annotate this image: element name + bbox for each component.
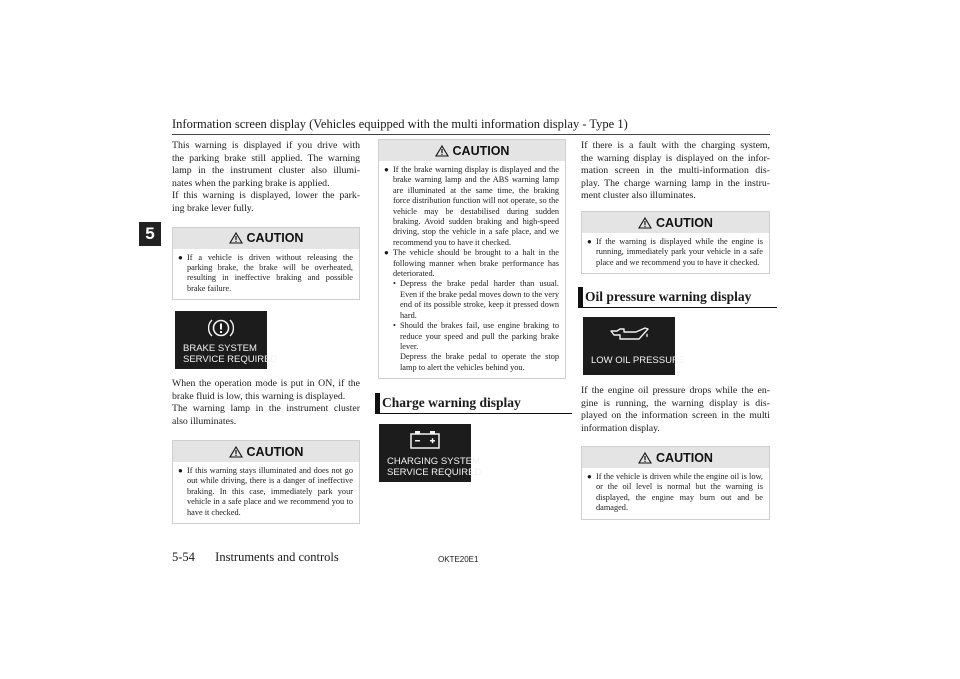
charge-warning-text (581, 140, 770, 203)
caution-heading: CAUTION (452, 143, 510, 158)
round-bullet-icon: ● (587, 237, 592, 246)
body-line: information display. (581, 422, 660, 434)
caution-sub-bullet: • Depress the brake pedal harder than usual. Even if the brake pedal moves down to the very end of its possible stroke, keep it pressed down hard. (393, 279, 559, 320)
body-line: If the engine oil pressure drops while the en- (581, 385, 770, 396)
intro-line: nates when the parking brake is applied. (172, 177, 330, 189)
caution-bullet: ● If the warning is displayed while the engine is running, immediately park your vehicle in a safe place and we recommend you to have it checked. (587, 237, 763, 267)
charging-system-display-image (379, 424, 482, 482)
section-title-charge-warning: Charge warning display (375, 393, 572, 414)
display-line: LOW OIL PRESSURE (591, 355, 686, 366)
warning-triangle-icon (638, 452, 652, 464)
caution-box-oil-pressure (581, 446, 770, 520)
parking-brake-intro (172, 140, 360, 216)
intro-line: If this warning is displayed, lower the park- (172, 190, 360, 202)
document-code: OKTE20E1 (438, 555, 479, 564)
intro-line: mation screen in the multi-information dis- (581, 165, 770, 177)
warning-triangle-icon (229, 232, 243, 244)
intro-line: If there is a fault with the charging system, (581, 140, 770, 151)
warning-triangle-icon (229, 446, 243, 458)
body-line: brake fluid is low, this warning is displayed. (172, 390, 346, 402)
intro-line: This warning is displayed if you drive with (172, 140, 360, 151)
display-line: BRAKE SYSTEM (183, 343, 257, 354)
caution-bullet: ● If the brake warning display is displayed and the brake warning lamp and the ABS warning lamp are illuminated at the same time, the braking force distribution function will not operate, so the vehicle may be destabilised during sudden braking. Avoid sudden braking and high-speed driving, stop the vehicle in a safe place, and we recommend you to have it checked. (384, 165, 559, 247)
page-header-title: Information screen display (Vehicles equipped with the multi information display - Type 1) (172, 117, 628, 131)
intro-line: play. The charge warning lamp in the instru- (581, 177, 770, 189)
display-line: CHARGING SYSTEM (387, 456, 480, 467)
page-number: 5-54 (172, 550, 195, 564)
column-1 (172, 140, 360, 300)
exclamation-circle-icon (208, 317, 234, 339)
caution-box-brake-abs (378, 139, 566, 379)
body-line: gine is running, the warning display is dis- (581, 397, 770, 409)
intro-line: the warning display is displayed on the infor- (581, 152, 770, 164)
caution-heading: CAUTION (656, 450, 713, 465)
oil-pressure-text (581, 385, 770, 435)
header-rule (172, 134, 770, 135)
section-title-oil-pressure: Oil pressure warning display (578, 287, 777, 308)
intro-line: ment cluster also illuminates. (581, 190, 696, 202)
caution-bullet: ● If a vehicle is driven without releasing the parking brake, the brake will be overheated, resulting in ineffective braking and possible brake failure. (178, 252, 353, 293)
section-tab: 5 (139, 222, 161, 246)
display-line: SERVICE REQUIRED (387, 467, 482, 478)
intro-line: the parking brake still applied. The warning (172, 152, 360, 164)
intro-line: ing brake lever fully. (172, 202, 254, 214)
oil-can-icon (608, 325, 650, 343)
chapter-title: Instruments and controls (215, 550, 339, 564)
body-line: When the operation mode is put in ON, if the (172, 378, 360, 389)
intro-line: lamp in the instrument cluster also illumi- (172, 165, 360, 177)
warning-triangle-icon (435, 145, 449, 157)
body-line: The warning lamp in the instrument cluster (172, 403, 360, 415)
caution-sub-continuation: Depress the brake pedal to operate the stop lamp to alert the vehicles behind you. (400, 352, 559, 372)
body-line: also illuminates. (172, 415, 237, 427)
caution-box-charge-warning (581, 211, 770, 274)
caution-box-brake-fluid (172, 440, 360, 524)
caution-bullet: ● If the vehicle is driven while the engine oil is low, or the oil level is normal but the warning is displayed, the engine may burn out and be damaged. (587, 472, 763, 513)
round-bullet-icon: ● (384, 248, 389, 258)
battery-icon (409, 429, 441, 449)
page-footer (172, 550, 339, 565)
body-line: played on the information screen in the multi (581, 410, 770, 422)
brake-fluid-text (172, 378, 360, 428)
caution-heading: CAUTION (656, 215, 713, 230)
low-oil-pressure-display-image (583, 317, 686, 375)
caution-bullet: ● The vehicle should be brought to a halt in the following manner when brake performance has deteriorated. (384, 248, 559, 279)
caution-sub-bullet: • Should the brakes fail, use engine braking to reduce your speed and pull the parking brake lever. (393, 321, 559, 351)
display-line: SERVICE REQUIRED (183, 354, 278, 365)
round-bullet-icon: ● (178, 252, 183, 262)
round-bullet-icon: ● (178, 466, 183, 475)
caution-heading: CAUTION (246, 231, 304, 246)
round-bullet-icon: ● (587, 472, 592, 481)
round-bullet-icon: ● (384, 165, 389, 174)
warning-triangle-icon (638, 217, 652, 229)
caution-bullet: ● If this warning stays illuminated and does not go out while driving, there is a danger of ineffective braking. In this case, immediately park your vehicle in a safe place and we recommend you to have it checked. (178, 466, 353, 517)
brake-system-display-image (175, 311, 278, 369)
caution-box-parking-brake (172, 227, 360, 301)
caution-heading: CAUTION (246, 444, 304, 459)
